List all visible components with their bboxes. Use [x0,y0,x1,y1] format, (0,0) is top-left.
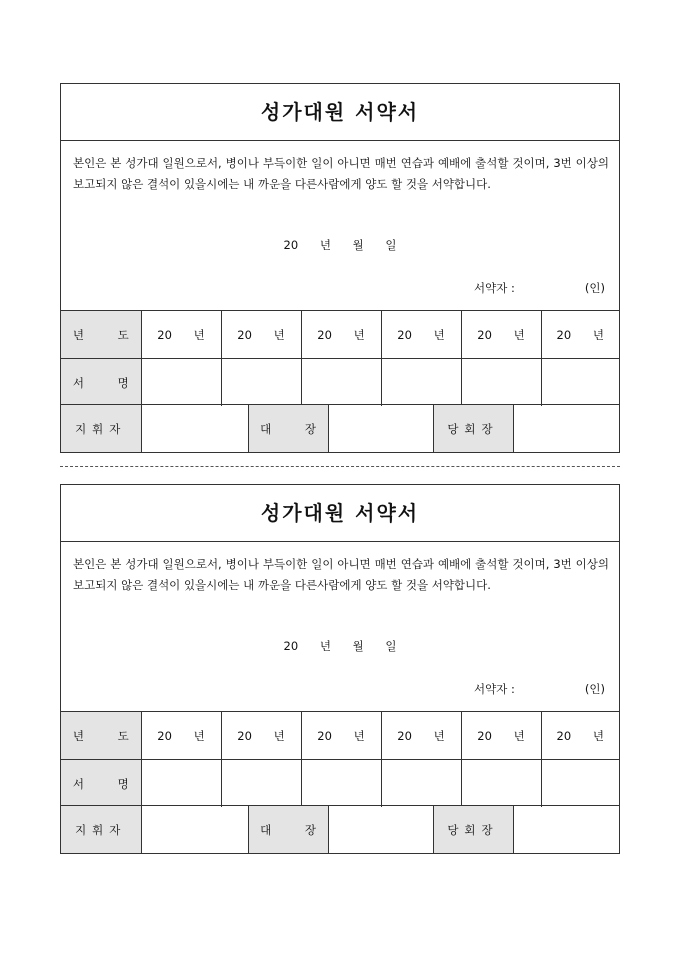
signature-cell[interactable] [381,760,461,808]
pledge-form-1 [60,83,620,453]
year-row [61,311,619,359]
approval-table [61,404,619,452]
signer-label: 서약자 : [474,281,515,295]
chair-label: 당회장 [433,806,513,854]
signature-cell[interactable] [221,359,301,407]
signer-line [474,681,605,697]
year-cell[interactable]: 20 년 [221,712,301,760]
approval-table [61,805,619,853]
year-row [61,712,619,760]
year-cell[interactable]: 20 년 [141,311,221,359]
signature-row [61,359,619,407]
form-title: 성가대원 서약서 [61,485,619,542]
leader-label: 대 장 [248,405,328,453]
signer-line [474,280,605,296]
chair-sign-cell[interactable] [513,806,619,854]
approval-row [61,806,619,854]
signature-row [61,760,619,808]
cut-line [60,466,620,467]
conductor-sign-cell[interactable] [141,806,248,854]
year-cell[interactable]: 20 년 [221,311,301,359]
signer-label: 서약자 : [474,682,515,696]
year-cell[interactable]: 20 년 [141,712,221,760]
conductor-label: 지휘자 [61,405,141,453]
signature-cell[interactable] [221,760,301,808]
leader-sign-cell[interactable] [328,806,433,854]
signature-row-label: 서 명 [61,359,141,407]
pledge-text: 본인은 본 성가대 일원으로서, 병이나 부득이한 일이 아니면 매번 연습과 예배에 출석할 것이며, 3번 이상의 보고되지 않은 결석이 있을시에는 내 까운을 다른사람에게 양도 할 것을 서약합니다. [73,557,609,592]
pledge-form-2 [60,484,620,854]
conductor-label: 지휘자 [61,806,141,854]
chair-sign-cell[interactable] [513,405,619,453]
date-line[interactable]: 20 년 월 일 [283,238,397,252]
conductor-sign-cell[interactable] [141,405,248,453]
seal-label: (인) [584,281,605,295]
chair-label: 당회장 [433,405,513,453]
signature-row-label: 서 명 [61,760,141,808]
year-cell[interactable]: 20 년 [461,712,541,760]
year-cell[interactable]: 20 년 [381,712,461,760]
signature-cell[interactable] [141,359,221,407]
year-cell[interactable]: 20 년 [541,311,619,359]
signature-cell[interactable] [461,760,541,808]
year-cell[interactable]: 20 년 [301,712,381,760]
seal-label: (인) [584,682,605,696]
date-line[interactable]: 20 년 월 일 [283,639,397,653]
leader-label: 대 장 [248,806,328,854]
year-cell[interactable]: 20 년 [301,311,381,359]
signature-cell[interactable] [301,359,381,407]
year-signature-table [61,711,619,807]
signature-cell[interactable] [381,359,461,407]
year-row-label: 년 도 [61,712,141,760]
form-title: 성가대원 서약서 [61,84,619,141]
year-cell[interactable]: 20 년 [541,712,619,760]
signature-cell[interactable] [541,760,619,808]
pledge-text: 본인은 본 성가대 일원으로서, 병이나 부득이한 일이 아니면 매번 연습과 예배에 출석할 것이며, 3번 이상의 보고되지 않은 결석이 있을시에는 내 까운을 다른사람에게 양도 할 것을 서약합니다. [73,156,609,191]
signature-cell[interactable] [461,359,541,407]
year-cell[interactable]: 20 년 [461,311,541,359]
year-cell[interactable]: 20 년 [381,311,461,359]
signature-cell[interactable] [541,359,619,407]
leader-sign-cell[interactable] [328,405,433,453]
approval-row [61,405,619,453]
signature-cell[interactable] [141,760,221,808]
year-row-label: 년 도 [61,311,141,359]
year-signature-table [61,310,619,406]
signature-cell[interactable] [301,760,381,808]
